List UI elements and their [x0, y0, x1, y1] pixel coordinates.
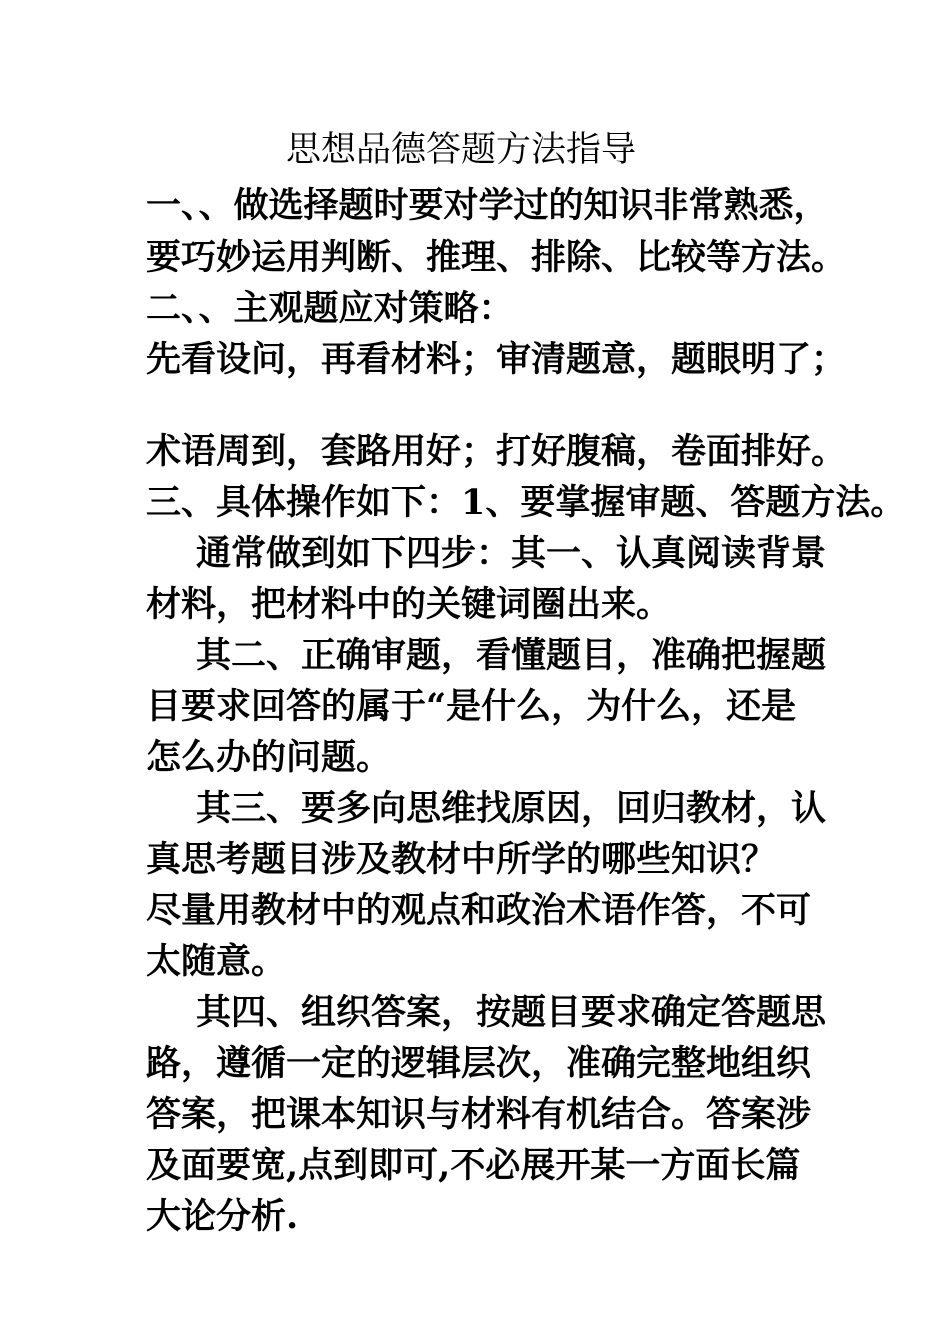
- text-line-10: 目要求回答的属于“是什么，为什么，还是: [146, 686, 797, 727]
- document-title: 思想品德答题方法指导: [286, 130, 637, 170]
- text-line-18: 答案，把课本知识与材料有机结合。答案涉: [146, 1094, 812, 1135]
- text-line-20: 大论分析.: [146, 1196, 299, 1237]
- text-line-9: 其二、正确审题，看懂题目，准确把握题: [196, 635, 827, 676]
- text-line-7: 通常做到如下四步：其一、认真阅读背景: [196, 533, 827, 574]
- text-line-19: 及面要宽,点到即可,不必展开某一方面长篇: [146, 1145, 801, 1186]
- text-line-15: 太随意。: [146, 941, 287, 982]
- text-line-8: 材料，把材料中的关键词圈出来。: [146, 584, 672, 625]
- text-line-17: 路，遵循一定的逻辑层次，准确完整地组织: [146, 1043, 812, 1084]
- text-line-13: 真思考题目涉及教材中所学的哪些知识？: [146, 839, 777, 880]
- text-line-3: 二、、主观题应对策略：: [146, 288, 514, 329]
- text-line-12: 其三、要多向思维找原因，回归教材，认: [196, 788, 827, 829]
- text-line-16: 其四、组织答案，按题目要求确定答题思: [196, 992, 827, 1033]
- text-line-14: 尽量用教材中的观点和政治术语作答，不可: [146, 890, 812, 931]
- text-line-11: 怎么办的问题。: [146, 737, 392, 778]
- text-line-1: 一、、做选择题时要对学过的知识非常熟悉，: [146, 185, 829, 226]
- text-line-5: 术语周到，套路用好；打好腹稿，卷面排好。: [146, 431, 847, 472]
- text-line-4: 先看设问，再看材料；审清题意，题眼明了；: [146, 339, 847, 380]
- text-line-6: 三、具体操作如下：1、要掌握审题、答题方法。: [146, 482, 906, 523]
- text-line-2: 要巧妙运用判断、推理、排除、比较等方法。: [146, 237, 847, 278]
